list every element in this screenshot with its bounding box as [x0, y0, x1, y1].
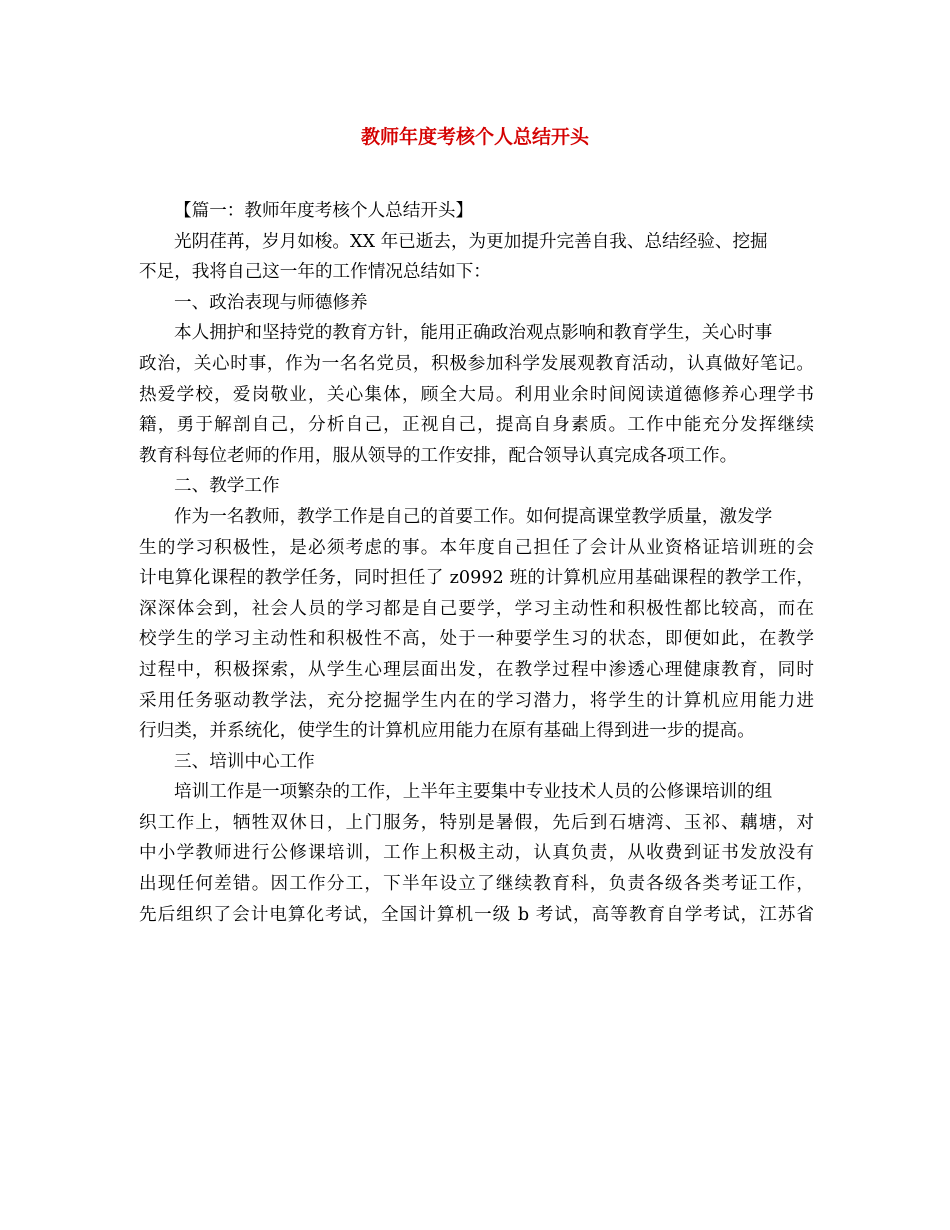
text-line: 二、教学工作	[174, 476, 280, 497]
text-line: 作为一名教师，教学工作是自己的首要工作。如何提高课堂教学质量，激发学	[174, 506, 773, 527]
text-line: 光阴荏苒，岁月如梭。XX 年已逝去，为更加提升完善自我、总结经验、挖掘	[174, 231, 768, 252]
text-line: 【篇一：教师年度考核个人总结开头】	[174, 201, 474, 221]
text-line: 本人拥护和坚持党的教育方针，能用正确政治观点影响和教育学生，关心时事	[174, 323, 773, 344]
text-line: 教育科每位老师的作用，服从领导的工作安排，配合领导认真完成各项工作。	[139, 445, 738, 466]
text-line: 出现任何差错。因工作分工，下半年设立了继续教育科，负责各级各类考证工作，	[139, 874, 814, 895]
text-line: 行归类，并系统化，使学生的计算机应用能力在原有基础上得到进一步的提高。	[139, 721, 755, 742]
text-line: 生的学习积极性，是必须考虑的事。本年度自己担任了会计从业资格证培训班的会	[139, 537, 814, 558]
text-line: 采用任务驱动教学法，充分挖掘学生内在的学习潜力，将学生的计算机应用能力进	[139, 690, 814, 711]
document-title: 教师年度考核个人总结开头	[360, 126, 589, 148]
text-line: 三、培训中心工作	[174, 751, 315, 772]
text-line: 过程中，积极探索，从学生心理层面出发，在教学过程中渗透心理健康教育，同时	[139, 659, 814, 680]
text-line: 深深体会到，社会人员的学习都是自己要学，学习主动性和积极性都比较高，而在	[139, 598, 814, 619]
text-line: 不足，我将自己这一年的工作情况总结如下：	[139, 262, 491, 283]
text-line: 计电算化课程的教学任务，同时担任了 z0992 班的计算机应用基础课程的教学工作，	[139, 568, 814, 589]
text-line: 中小学教师进行公修课培训，工作上积极主动，认真负责，从收费到证书发放没有	[139, 843, 814, 864]
document-body	[139, 196, 814, 930]
text-line: 热爱学校，爱岗敬业，关心集体，顾全大局。利用业余时间阅读道德修养心理学书	[139, 384, 814, 405]
text-line: 一、政治表现与师德修养	[174, 292, 368, 313]
text-line: 先后组织了会计电算化考试，全国计算机一级 b 考试，高等教育自学考试，江苏省	[139, 904, 814, 925]
text-line: 政治，关心时事，作为一名名党员，积极参加科学发展观教育活动，认真做好笔记。	[139, 353, 814, 374]
text-line: 织工作上，牺牲双休日，上门服务，特别是暑假，先后到石塘湾、玉祁、藕塘，对	[139, 812, 814, 833]
text-line: 籍，勇于解剖自己，分析自己，正视自己，提高自身素质。工作中能充分发挥继续	[139, 415, 814, 436]
text-line: 校学生的学习主动性和积极性不高，处于一种要学生习的状态，即便如此，在教学	[139, 629, 814, 650]
text-line: 培训工作是一项繁杂的工作，上半年主要集中专业技术人员的公修课培训的组	[174, 782, 773, 803]
